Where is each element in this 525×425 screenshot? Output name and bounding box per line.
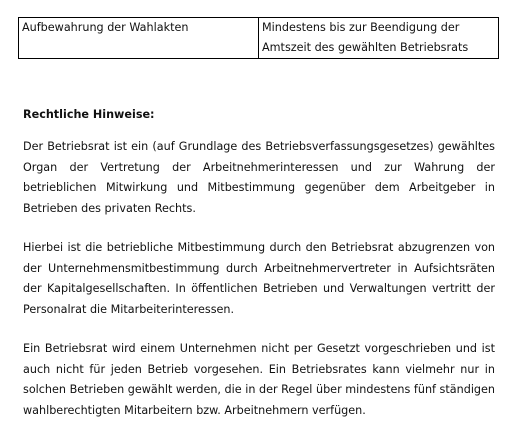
table-row bbox=[19, 18, 499, 59]
section-heading: Rechtliche Hinweise: bbox=[23, 108, 155, 121]
paragraph: Hierbei ist die betriebliche Mitbestimmung durch den Betriebsrat abzugrenzen von der Unternehmensmitbestimmung durch Arbeitnehmervertreter in Aufsichtsräten der Kapitalgesellschaften. In öffentlichen Betrieben und Verwaltungen vertritt der Personalrat die Mitarbeiterinteressen. bbox=[23, 241, 495, 316]
table-cell-label: Aufbewahrung der Wahlakten bbox=[19, 18, 259, 59]
retention-table bbox=[18, 17, 499, 59]
table-cell-value: Mindestens bis zur Beendigung der Amtszeit des gewählten Betriebsrats bbox=[259, 18, 499, 59]
paragraph: Der Betriebsrat ist ein (auf Grundlage des Betriebsverfassungsgesetzes) gewähltes Organ der Vertretung der Arbeitnehmerinteressen und zur Wahrung der betrieblichen Mitwirkung und Mitbestimmung gegenüber dem Arbeitgeber in Betrieben des privaten Rechts. bbox=[23, 140, 495, 215]
paragraph: Ein Betriebsrat wird einem Unternehmen nicht per Gesetzt vorgeschrieben und ist auch nicht für jeden Betrieb vorgesehen. Ein Betriebsrates kann vielmehr nur in solchen Betrieben gewählt werden, die in der Regel über mindestens fünf ständigen wahlberechtigten Mitarbeitern bzw. Arbeitnehmern verfügen. bbox=[23, 342, 495, 417]
